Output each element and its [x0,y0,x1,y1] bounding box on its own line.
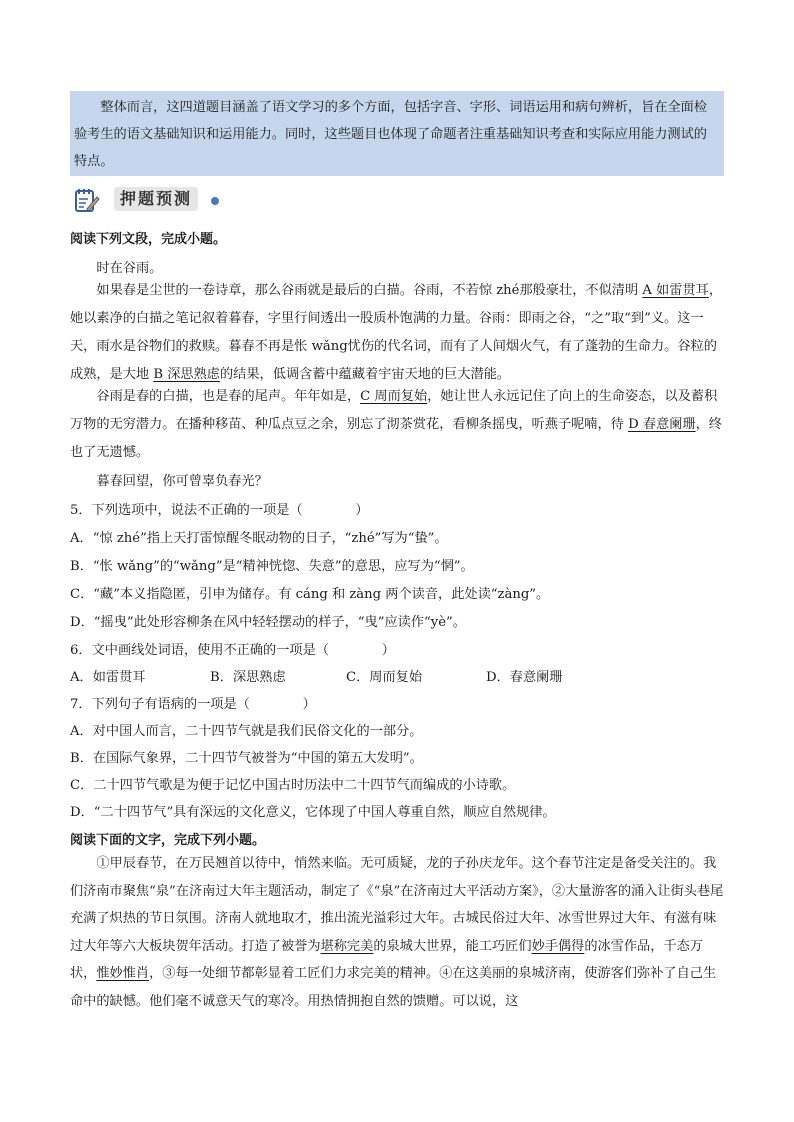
question-6-options [70,666,726,685]
passage-title: 时在谷雨。 [96,261,163,276]
underlined-term-3: 惟妙惟肖 [96,966,150,981]
question-5-option-d: D．“摇曳”此处形容柳条在风中轻轻摆动的样子，“曳”应读作“yè”。 [70,615,466,630]
question-5-option-c: C．“藏”本义指隐匿，引申为储存。有 cáng 和 zàng 两个读音，此处读“zàng”。 [70,587,550,602]
question-7-option-a: A．对中国人而言，二十四节气就是我们民俗文化的一部分。 [70,724,423,739]
question-7-option-d: D．“二十四节气”具有深远的文化意义，它体现了中国人尊重自然，顺应自然规律。 [70,805,556,820]
question-5-stem: 5．下列选项中，说法不正确的一项是（ ） [70,503,369,518]
section-banner [70,183,230,215]
passage-paragraph-3: 暮春回望，你可曾辜负春光？ [96,474,268,489]
section-title: 押题预测 [114,187,198,211]
question-6-option-b: B．深思熟虑 [210,670,286,685]
passage2-paragraph-1: ①甲辰春节，在万民翘首以待中，悄然来临。无可质疑，龙的子孙庆龙年。这个春节注定是备受关注的。我们济南市聚焦“泉”在济南过大年主题活动，制定了《“泉”在济南过大平活动方案》，②大量游客的涌入让街头巷尾充满了炽热的节日氛围。济南人就地取才，推出流光溢彩过大年。古城民俗过大年、冰雪世界过大年、有滋有味过大年等六大板块贺年活动。打造了被誉为堪称完美的泉城大世界，能工巧匠们妙手偶得的冰雪作品，千态万状，惟妙惟肖，③每一处细节都彰显着工匠们力求完美的精神。④在这美丽的泉城济南，使游客们弥补了自己生命中的缺憾。他们毫不诚意天气的寒冷。用热情拥抱自然的馈赠。可以说，这 [70,856,724,1009]
question-7-option-c: C．二十四节气歌是为便于记忆中国古时历法中二十四节气而编成的小诗歌。 [70,778,516,793]
notepad-pen-icon [74,187,100,213]
passage-paragraph-1: 如果春是尘世的一卷诗章，那么谷雨就是最后的白描。谷雨，不若惊 zhé那般豪壮，不似清明 A 如雷贯耳，她以素净的白描之笔记叙着暮春，字里行间透出一股质朴饱满的力量。谷雨：即雨之谷，“之”取“到”义。这一天，雨水是谷物们的救赎。暮春不再是怅 wǎng忧伤的代名词，而有了人间烟火气，有了蓬勃的生命力。谷粒的成熟，是大地 B 深思熟虑的结果，低调含蓄中蕴藏着宇宙天地的巨大潜能。 [70,283,722,382]
underlined-term-d: D 春意阑珊 [628,417,696,432]
question-6-option-c: C．周而复始 [346,670,423,685]
question-6-option-a: A．如雷贯耳 [70,670,146,685]
underlined-term-a: A 如雷贯耳 [642,283,709,298]
question-5-option-b: B．“怅 wǎng”的“wǎng”是“精神恍惚、失意”的意思，应写为“惘”。 [70,559,474,574]
question-7-stem: 7．下列句子有语病的一项是（ ） [70,697,316,712]
question-7-option-b: B．在国际气象界，二十四节气被誉为“中国的第五大发明”。 [70,751,423,766]
decorative-dot [211,197,219,205]
underlined-term-b: B 深思熟虑 [153,367,220,382]
underlined-term-2: 妙手偶得 [531,938,585,954]
underlined-term-1: 堪称完美 [320,938,374,954]
question-6-option-d: D．春意阑珊 [486,670,563,685]
passage-paragraph-2: 谷雨是春的白描，也是春的尾声。年年如是，C 周而复始，她让世人永远记住了向上的生命姿态，以及蓄积万物的无穷潜力。在播种移苗、种瓜点豆之余，别忘了沏茶赏花，看柳条摇曳，听燕子呢喃，待 D 春意阑珊，终也了无遗憾。 [70,389,722,460]
question-5-option-a: A．“惊 zhé”指上天打雷惊醒冬眠动物的日子，“zhé”写为“蛰”。 [70,531,448,546]
question-6-stem: 6．文中画线处词语，使用不正确的一项是（ ） [70,643,395,658]
reading-instruction-2: 阅读下面的文字，完成下列小题。 [70,833,266,848]
reading-instruction-1: 阅读下列文段，完成小题。 [70,232,227,247]
underlined-term-c: C 周而复始 [360,389,428,404]
summary-paragraph: 整体而言，这四道题目涵盖了语文学习的多个方面，包括字音、字形、词语运用和病句辨析，旨在全面检验考生的语文基础知识和运用能力。同时，这些题目也体现了命题者注重基础知识考查和实际应用能力测试的特点。 [74,100,708,169]
